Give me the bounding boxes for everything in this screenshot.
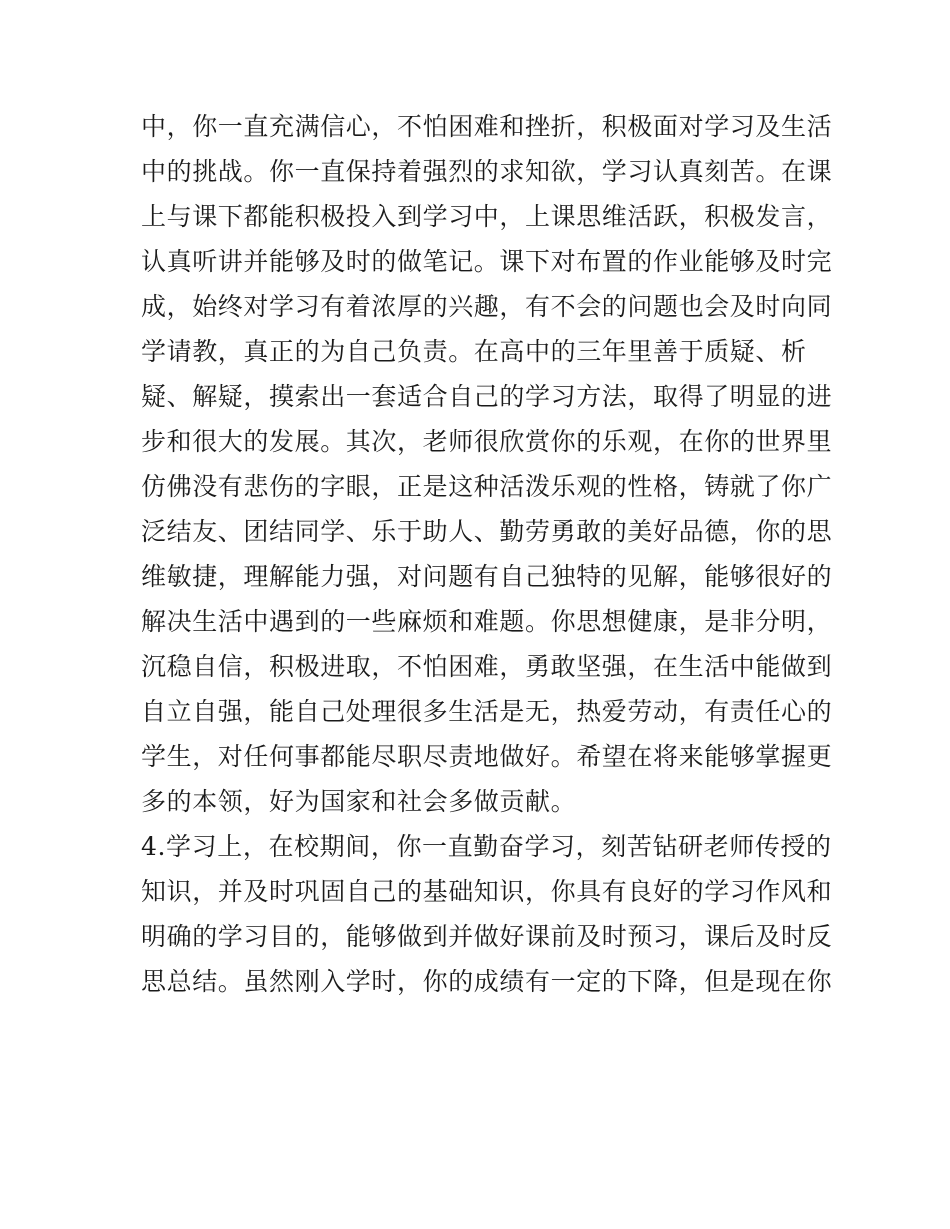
text-line: 解决生活中遇到的一些麻烦和难题。你思想健康，是非分明， bbox=[141, 607, 833, 636]
body-text bbox=[141, 104, 833, 1004]
text-line: 学生，对任何事都能尽职尽责地做好。希望在将来能够掌握更 bbox=[141, 742, 833, 771]
text-line: 中，你一直充满信心，不怕困难和挫折，积极面对学习及生活 bbox=[141, 112, 833, 141]
text-line: 疑、解疑，摸索出一套适合自己的学习方法，取得了明显的进 bbox=[141, 382, 833, 411]
text-line: 泛结友、团结同学、乐于助人、勤劳勇敢的美好品德，你的思 bbox=[141, 517, 833, 546]
text-line: 仿佛没有悲伤的字眼，正是这种活泼乐观的性格，铸就了你广 bbox=[141, 472, 833, 501]
text-line: 步和很大的发展。其次，老师很欣赏你的乐观，在你的世界里 bbox=[141, 427, 833, 456]
text-line: 知识，并及时巩固自己的基础知识，你具有良好的学习作风和 bbox=[141, 877, 833, 906]
text-line: 成，始终对学习有着浓厚的兴趣，有不会的问题也会及时向同 bbox=[141, 292, 833, 321]
text-line: 维敏捷，理解能力强，对问题有自己独特的见解，能够很好的 bbox=[141, 562, 833, 591]
text-line: 多的本领，好为国家和社会多做贡献。 bbox=[141, 787, 577, 816]
text-line: 沉稳自信，积极进取，不怕困难，勇敢坚强，在生活中能做到 bbox=[141, 652, 833, 681]
text-line: 认真听讲并能够及时的做笔记。课下对布置的作业能够及时完 bbox=[141, 247, 833, 276]
text-line: 中的挑战。你一直保持着强烈的求知欲，学习认真刻苦。在课 bbox=[141, 157, 833, 186]
text-line: 自立自强，能自己处理很多生活是无，热爱劳动，有责任心的 bbox=[141, 697, 833, 726]
text-line: 上与课下都能积极投入到学习中，上课思维活跃，积极发言， bbox=[141, 202, 833, 231]
text-line: 思总结。虽然刚入学时，你的成绩有一定的下降，但是现在你 bbox=[141, 967, 833, 996]
text-line: 明确的学习目的，能够做到并做好课前及时预习，课后及时反 bbox=[141, 922, 833, 951]
text-line: 4.学习上，在校期间，你一直勤奋学习，刻苦钻研老师传授的 bbox=[141, 832, 832, 861]
text-line: 学请教，真正的为自己负责。在高中的三年里善于质疑、析 bbox=[141, 337, 807, 366]
